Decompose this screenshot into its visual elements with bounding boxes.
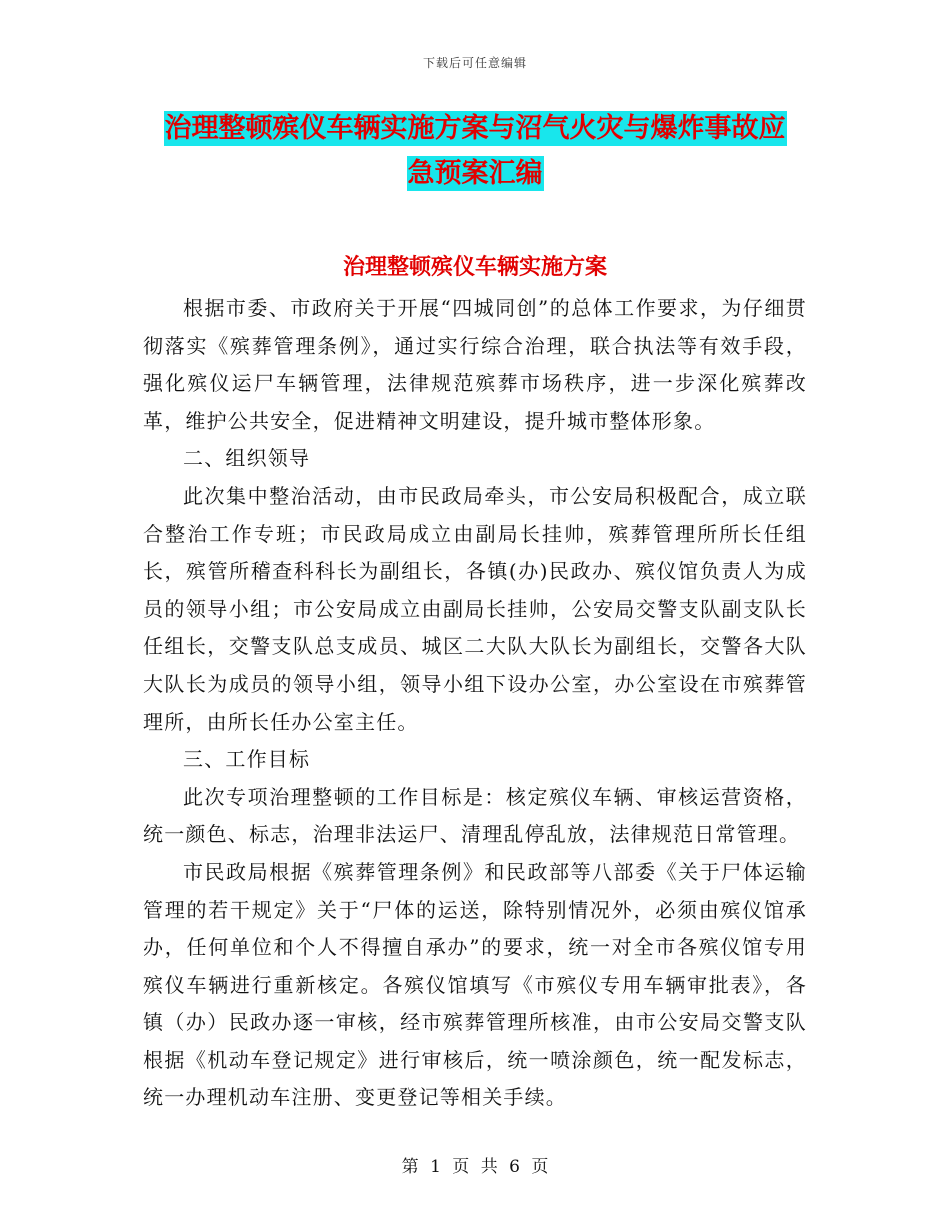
document-title-line-2 [0, 157, 950, 191]
document-title-line-1 [0, 112, 950, 146]
paragraph-verification: 市民政局根据《殡葬管理条例》和民政部等八部委《关于尸体运输管理的若干规定》关于“尸体的运送，除特别情况外，必须由殡仪馆承办，任何单位和个人不得擅自承办”的要求，统一对全市各殡仪馆专用殡仪车辆进行重新核定。各殡仪馆填写《市殡仪专用车辆审批表》，各镇（办）民政办逐一审核，经市殡葬管理所核准，由市公安局交警支队根据《机动车登记规定》进行审核后，统一喷涂颜色，统一配发标志，统一办理机动车注册、变更登记等相关手续。 [143, 859, 807, 1110]
heading-organization: 二、组织领导 [183, 446, 311, 471]
paragraph-intro: 根据市委、市政府关于开展“四城同创”的总体工作要求，为仔细贯彻落实《殡葬管理条例》，通过实行综合治理，联合执法等有效手段，强化殡仪运尸车辆管理，法律规范殡葬市场秩序，进一步深化殡葬改革，维护公共安全，促进精神文明建设，提升城市整体形象。 [143, 296, 807, 433]
title-highlight-1: 治理整顿殡仪车辆实施方案与沼气火灾与爆炸事故应 [164, 113, 786, 144]
page-number: 第 1 页 共 6 页 [401, 1157, 549, 1177]
paragraph-goals: 此次专项治理整顿的工作目标是：核定殡仪车辆、审核运营资格，统一颜色、标志，治理非法运尸、清理乱停乱放，法律规范日常管理。 [143, 784, 807, 847]
header-note: 下载后可任意编辑 [422, 56, 527, 70]
document-body [143, 290, 807, 1117]
section-title: 治理整顿殡仪车辆实施方案 [342, 255, 607, 280]
heading-goals: 三、工作目标 [183, 747, 311, 772]
paragraph-organization: 此次集中整治活动，由市民政局牵头，市公安局积极配合，成立联合整治工作专班；市民政局成立由副局长挂帅，殡葬管理所所长任组长，殡管所稽查科科长为副组长，各镇(办)民政办、殡仪馆负责人为成员的领导小组；市公安局成立由副局长挂帅，公安局交警支队副支队长任组长，交警支队总支成员、城区二大队大队长为副组长，交警各大队大队长为成员的领导小组，领导小组下设办公室，办公室设在市殡葬管理所，由所长任办公室主任。 [143, 483, 807, 734]
title-highlight-2: 急预案汇编 [407, 158, 543, 189]
